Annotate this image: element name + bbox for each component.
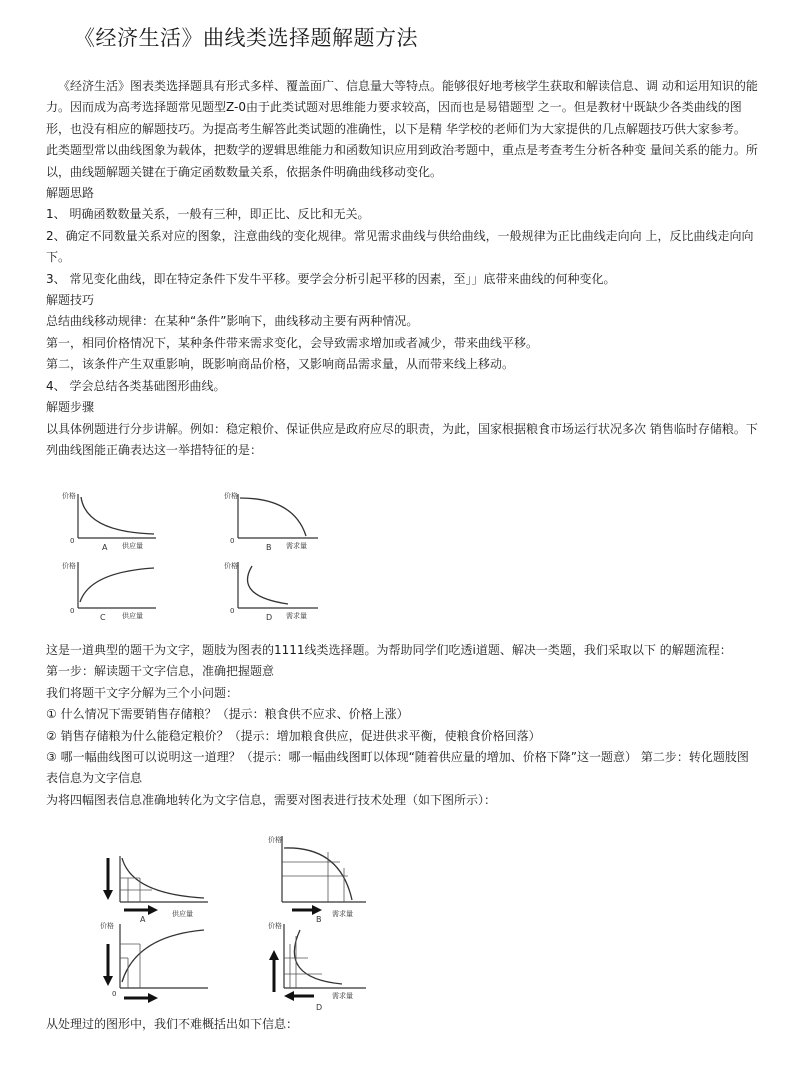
paragraph: 第二，该条件产生双重影响，既影响商品价格，又影响商品需求量，从而带来线上移动。 <box>46 357 515 372</box>
y-axis-label: 价格 <box>62 492 76 500</box>
x-axis-label: 需求量 <box>332 910 353 918</box>
option-letter: D <box>266 613 273 622</box>
body-section-2 <box>46 640 758 811</box>
curve <box>122 930 204 982</box>
heading-skills: 解题技巧 <box>46 293 95 308</box>
list-item: 1、 明确函数数量关系，一般有三种，即正比、反比和无关。 <box>46 207 370 222</box>
paragraph: 为将四幅图表信息准确地转化为文字信息，需要对图表进行技术处理（如下图所示）： <box>46 792 497 807</box>
curve <box>248 566 289 604</box>
paragraph: 从处理过的图形中，我们不难概括出如下信息： <box>46 1017 299 1031</box>
y-axis-label: 价格 <box>268 836 282 844</box>
option-letter: D <box>316 1003 323 1012</box>
x-axis-label: 供应量 <box>122 612 143 620</box>
paragraph: 以具体例题进行分步讲解。例如：稳定粮价、保证供应是政府应尽的职责，为此，国家根据粮食市场运行状况多次 销售临时存储粮。下列曲线图能正确表达这一举措特征的是： <box>46 421 758 457</box>
curve <box>284 848 352 900</box>
curve <box>294 930 342 984</box>
paragraph: 这是一道典型的题干为文字，题肢为图表的1111线类选择题。为帮助同学们吃透i道题、解决一类题，我们采取以下 的解题流程： <box>46 643 732 657</box>
x-axis-label: 需求量 <box>286 612 307 620</box>
graph-d <box>224 561 318 622</box>
processed-figure <box>96 828 386 1014</box>
origin-label: 0 <box>230 607 235 615</box>
y-axis-label: 价格 <box>268 922 282 930</box>
processed-graph-c <box>100 921 208 1003</box>
x-axis-label: 供应量 <box>122 542 143 550</box>
option-letter: B <box>266 543 272 552</box>
right-arrow-head-icon <box>148 993 158 1003</box>
body-section-3 <box>46 1014 758 1035</box>
list-item: 3、 常见变化曲线，即在特定条件下发牛平移。要学会分析引起平移的因素，至｣」底带来曲线的何种变化。 <box>46 271 616 286</box>
curve <box>81 497 154 534</box>
y-axis-label: 价格 <box>100 922 114 930</box>
paragraph: 第一，相同价格情况下，某种条件带来需求变化，会导致需求增加或者减少，带来曲线平移。 <box>46 335 539 350</box>
page-title: 《经济生活》曲线类选择题解题方法 <box>74 26 418 50</box>
list-item: 4、 学会总结各类基础图形曲线。 <box>46 378 226 393</box>
question-item: ② 销售存储粮为什么能稳定粮价？（提示：增加粮食供应，促进供求平衡，使粮食价格回落） <box>46 728 541 743</box>
origin-label: 0 <box>70 537 75 545</box>
options-figure <box>56 486 356 626</box>
paragraph: 总结曲线移动规律：在某种“条件”影响下，曲线移动主要有两种情况。 <box>46 314 419 329</box>
graph-c <box>62 561 156 622</box>
heading-thinking: 解题思路 <box>46 186 95 201</box>
heading-steps: 解题步骤 <box>46 400 95 415</box>
question-item: ③ 哪一幅曲线图可以说明这一道理？（提示：哪一幅曲线图町以体现“随着供应量的增加、价格下降”这一题意） 第二步：转化题肢图表信息为文字信息 <box>46 750 749 786</box>
processed-graph-a <box>103 856 208 924</box>
origin-label: 0 <box>230 537 235 545</box>
y-axis-label: 价格 <box>62 562 76 570</box>
x-axis-label: 供应量 <box>172 910 193 918</box>
processed-graph-d <box>268 921 366 1012</box>
graph-a <box>62 491 156 552</box>
graph-b <box>224 491 318 552</box>
option-letter: A <box>140 915 146 924</box>
y-axis-label: 价格 <box>224 562 238 570</box>
curve <box>80 568 154 602</box>
option-letter: B <box>316 915 322 924</box>
paragraph: 此类题型常以曲线图象为载体，把数学的逻辑思维能力和函数知识应用到政治考题中，重点是考查考生分析各种变 量间关系的能力。所以，曲线题解题关键在于确定函数数量关系，依据条件明确曲线移动变化。 <box>46 143 758 179</box>
step-heading: 第一步：解读题干文字信息，准确把握题意 <box>46 664 275 679</box>
x-axis-label: 需求量 <box>286 542 307 550</box>
option-letter: A <box>102 543 108 552</box>
question-item: ① 什么情况下需要销售存储粮？（提示：粮食供不应求、价格上涨） <box>46 707 409 722</box>
left-arrow-head-icon <box>284 991 294 1001</box>
list-item: 2、确定不同数量关系对应的图象，注意曲线的变化规律。常见需求曲线与供给曲线，一般规律为正比曲线走向向 上，反比曲线走向向下。 <box>46 228 754 265</box>
paragraph: 我们将题干文字分解为三个小问题： <box>46 685 239 700</box>
curve <box>240 498 306 536</box>
down-arrow-head-icon <box>103 890 113 900</box>
right-arrow-head-icon <box>148 905 158 915</box>
down-arrow-head-icon <box>103 976 113 986</box>
option-letter: C <box>100 613 106 622</box>
y-axis-label: 价格 <box>224 492 238 500</box>
origin-label: 0 <box>70 607 75 615</box>
x-axis-label: 需求量 <box>332 992 353 1000</box>
body-section-1 <box>46 76 758 461</box>
processed-graph-b <box>268 835 366 924</box>
intro-paragraph: 《经济生活》图表类选择题具有形式多样、覆盖面广、信息量大等特点。能够很好地考核学生获取和解读信息、调 动和运用知识的能力。因而成为高考选择题常见题型Z-0由于此类试题对思维能力要求较高，因而也是易错题型 之一。但是教材屮既缺少各类曲线的图形，也没有相应的解题技巧。为提高考生解答此类试题的准确性，以下是精 华学校的老师们为大家提供的几点解题技巧供大家参考。 <box>46 79 758 136</box>
right-arrow-head-icon <box>312 905 322 915</box>
up-arrow-head-icon <box>269 950 279 960</box>
origin-label: 0 <box>112 990 117 998</box>
